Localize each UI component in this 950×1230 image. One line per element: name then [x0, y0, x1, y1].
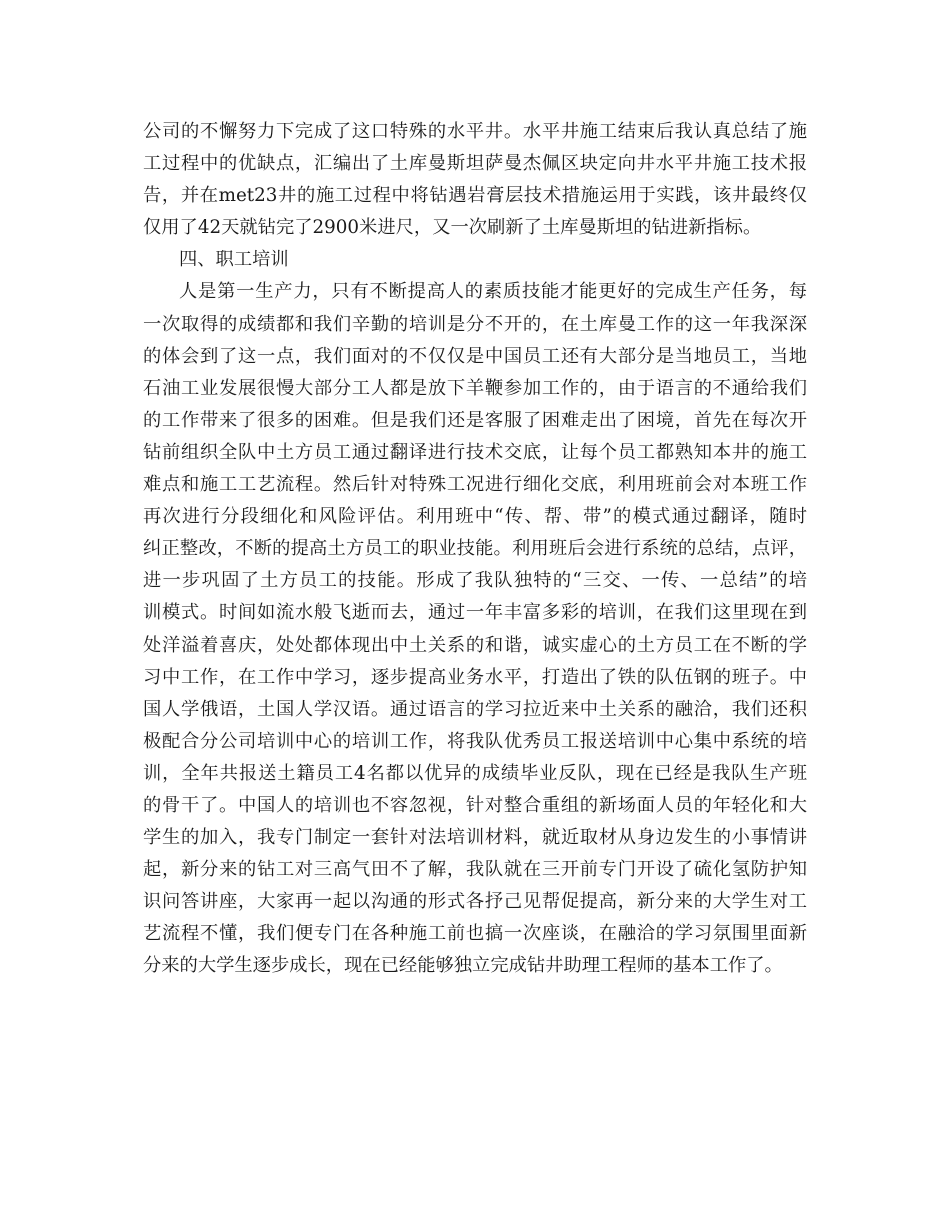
paragraph-1: [143, 116, 807, 244]
text-line: 习中工作，在工作中学习，逐步提高业务水平，打造出了铁的队伍钢的班子。中: [143, 666, 807, 688]
text-line: 钻前组织全队中土方员工通过翻译进行技术交底，让每个员工都熟知本井的施工: [143, 441, 807, 463]
text-line: 再次进行分段细化和风险评估。利用班中“传、帮、带”的模式通过翻译，随时: [143, 506, 807, 528]
text-line: 的工作带来了很多的困难。但是我们还是客服了困难走出了困境，首先在每次开: [143, 409, 807, 431]
text-line: 的骨干了。中国人的培训也不容忽视，针对整合重组的新场面人员的年轻化和大: [143, 794, 807, 816]
text-line: 训，全年共报送土籍员工4名都以优异的成绩毕业反队，现在已经是我队生产班: [143, 762, 807, 784]
text-line: 处洋溢着喜庆，处处都体现出中土关系的和谐，诚实虚心的土方员工在不断的学: [143, 634, 807, 656]
text-line: 分来的大学生逐步成长，现在已经能够独立完成钻井助理工程师的基本工作了。: [143, 955, 783, 977]
text-line: 国人学俄语，土国人学汉语。通过语言的学习拉近来中土关系的融洽，我们还积: [143, 698, 807, 720]
text-line: 进一步巩固了土方员工的技能。形成了我队独特的“三交、一传、一总结”的培: [143, 570, 807, 592]
section-heading: 四、职工培训: [179, 249, 289, 271]
paragraph-2: [143, 276, 807, 982]
text-line: 艺流程不懂，我们便专门在各种施工前也搞一次座谈，在融洽的学习氛围里面新: [143, 923, 807, 945]
text-line: 告，并在met23井的施工过程中将钻遇岩膏层技术措施运用于实践，该井最终仅: [143, 185, 807, 207]
text-line: 公司的不懈努力下完成了这口特殊的水平井。水平井施工结束后我认真总结了施: [143, 121, 807, 142]
text-line: 学生的加入，我专门制定一套针对法培训材料，就近取材从身边发生的小事情讲: [143, 827, 807, 849]
text-line: 的体会到了这一点，我们面对的不仅仅是中国员工还有大部分是当地员工，当地: [143, 345, 807, 367]
text-line: 人是第一生产力，只有不断提高人的素质技能才能更好的完成生产任务，每: [179, 281, 807, 303]
text-line: 工过程中的优缺点，汇编出了土库曼斯坦萨曼杰佩区块定向井水平井施工技术报: [143, 153, 807, 175]
text-line: 一次取得的成绩都和我们辛勤的培训是分不开的，在土库曼工作的这一年我深深: [143, 313, 807, 335]
text-line: 难点和施工工艺流程。然后针对特殊工况进行细化交底，利用班前会对本班工作: [143, 474, 807, 496]
document-body: [143, 116, 807, 983]
text-line: 纠正整改，不断的提高土方员工的职业技能。利用班后会进行系统的总结，点评，: [143, 538, 807, 560]
text-line: 仅用了42天就钻完了2900米进尺，又一次刷新了土库曼斯坦的钻进新指标。: [143, 217, 762, 239]
text-line: 识问答讲座，大家再一起以沟通的形式各抒己见帮促提高，新分来的大学生对工: [143, 891, 807, 913]
text-line: 训模式。时间如流水般飞逝而去，通过一年丰富多彩的培训，在我们这里现在到: [143, 602, 807, 624]
text-line: 石油工业发展很慢大部分工人都是放下羊鞭参加工作的，由于语言的不通给我们: [143, 377, 807, 399]
text-line: 极配合分公司培训中心的培训工作，将我队优秀员工报送培训中心集中系统的培: [143, 730, 807, 752]
text-line: 起，新分来的钻工对三高气田不了解，我队就在三开前专门开设了硫化氢防护知: [143, 859, 807, 881]
